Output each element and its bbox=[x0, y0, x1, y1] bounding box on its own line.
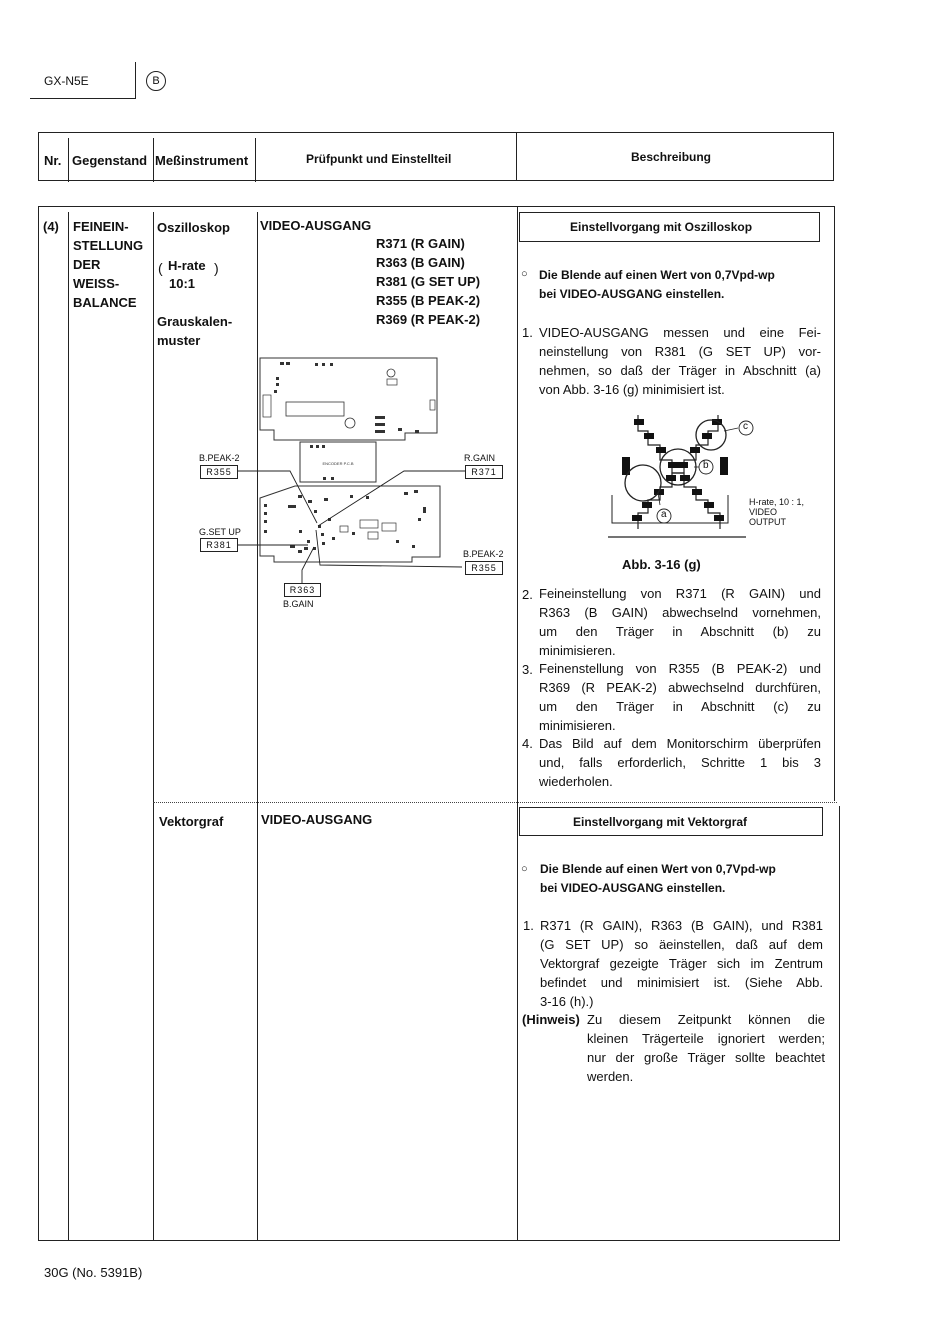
page-footer: 30G (No. 5391B) bbox=[44, 1265, 143, 1280]
point-r369: R369 (R PEAK-2) bbox=[376, 312, 481, 327]
board-tag-r355-bottom: R355 bbox=[465, 561, 503, 575]
board-label-bpeak2-bottom: B.PEAK-2 bbox=[463, 549, 504, 559]
board-label-gsetup: G.SET UP bbox=[199, 527, 241, 537]
point-title: VIDEO-AUSGANG bbox=[260, 218, 372, 233]
header-rule-h bbox=[30, 98, 136, 99]
step-3-text: Feinenstellung von R355 (B PEAK-2) und R369 (R PEAK-2) abwechselnd durchfüren, um den Träger in Abschnitt (c) zu minimisieren. bbox=[539, 661, 821, 733]
board-tag-r355-top: R355 bbox=[200, 465, 238, 479]
bullet-icon-2: ○ bbox=[521, 863, 528, 875]
paren-close: ) bbox=[214, 260, 219, 276]
pcb-diagram bbox=[190, 350, 515, 615]
figure-marker-b: b bbox=[703, 460, 709, 471]
row-number: (4) bbox=[43, 219, 59, 234]
instrument-oszilloskop: Oszilloskop bbox=[157, 220, 230, 235]
board-label-bgain: B.GAIN bbox=[283, 599, 314, 609]
bullet-icon-1: ○ bbox=[521, 268, 528, 280]
figure-marker-c: c bbox=[743, 421, 748, 432]
bullet-2-line-2: bei VIDEO-AUSGANG einstellen. bbox=[540, 881, 726, 895]
step-number-3: 3. bbox=[522, 662, 533, 677]
hrate-label: H-rate bbox=[168, 258, 206, 273]
point-r371: R371 (R GAIN) bbox=[376, 236, 465, 251]
figure-caption: Abb. 3-16 (g) bbox=[622, 557, 701, 572]
step2-1-text: R371 (R GAIN), R363 (B GAIN), und R381 (G SET UP) so äeinstellen, daß auf dem Vektorgraf gezeigte Träger sich im Zentrum befindet und minimisiert ist. (Siehe Abb. 3-16 (h).) bbox=[540, 918, 823, 1009]
model-label: GX-N5E bbox=[44, 74, 89, 88]
encoder-label: ENCODER P.C.B bbox=[322, 461, 354, 466]
point-title-2: VIDEO-AUSGANG bbox=[261, 812, 373, 827]
step-2-text: Feineinstellung von R371 (R GAIN) und R363 (B GAIN) abwechselnd vornehmen, um den Träger in Abschnitt (b) zu minimisieren. bbox=[539, 586, 821, 658]
pattern-line-2: muster bbox=[157, 333, 201, 348]
instrument-vektorgraf: Vektorgraf bbox=[159, 814, 224, 829]
figure-video-label: VIDEO bbox=[749, 507, 778, 517]
item-line-3: DER bbox=[73, 257, 101, 272]
col-gegenstand: Gegenstand bbox=[72, 153, 148, 168]
col-messinstrument: Meßinstrument bbox=[155, 153, 249, 168]
col-nr: Nr. bbox=[44, 153, 62, 168]
figure-hrate-label: H-rate, 10 : 1, bbox=[749, 497, 805, 507]
step2-number-1: 1. bbox=[523, 918, 534, 933]
version-badge: B bbox=[146, 71, 166, 91]
board-tag-r363: R363 bbox=[284, 583, 321, 597]
table-bottom bbox=[38, 1240, 840, 1241]
board-tag-r381: R381 bbox=[200, 538, 238, 552]
paren-open: ( bbox=[158, 260, 163, 276]
step-1-text: VIDEO-AUSGANG messen und eine Fei- neinstellung von R381 (G SET UP) vor- nehmen, so daß der Träger in Abschnitt (a) von Abb. 3-16 (g) minimisiert ist. bbox=[539, 325, 821, 397]
board-label-bpeak2-top: B.PEAK-2 bbox=[199, 453, 240, 463]
figure-output-label: OUTPUT bbox=[749, 517, 786, 527]
point-r355: R355 (B PEAK-2) bbox=[376, 293, 481, 308]
procedure-title-text-1: Einstellvorgang mit Oszilloskop bbox=[570, 220, 753, 234]
bullet-2-line-1: Die Blende auf einen Wert von 0,7Vpd-wp bbox=[540, 862, 776, 876]
note-text: Zu diesem Zeitpunkt können die kleinen Trägerteile ignoriert werden; nur der große Träger sollte beachtet werden. bbox=[587, 1012, 825, 1084]
point-r363: R363 (B GAIN) bbox=[376, 255, 465, 270]
note-label: (Hinweis) bbox=[522, 1012, 580, 1027]
pcb-module bbox=[286, 402, 344, 416]
step-number-1: 1. bbox=[522, 325, 533, 340]
bullet-1-line-1: Die Blende auf einen Wert von 0,7Vpd-wp bbox=[539, 268, 775, 282]
item-line-2: STELLUNG bbox=[73, 238, 144, 253]
col-pruefpunkt: Prüfpunkt und Einstellteil bbox=[306, 152, 452, 166]
header-rule-v bbox=[135, 62, 136, 99]
board-label-rgain: R.GAIN bbox=[464, 453, 496, 463]
procedure-title-text-2: Einstellvorgang mit Vektorgraf bbox=[573, 815, 748, 829]
bullet-1-line-2: bei VIDEO-AUSGANG einstellen. bbox=[539, 287, 725, 301]
board-tag-r371: R371 bbox=[465, 465, 503, 479]
step-4-text: Das Bild auf dem Monitorschirm überprüfen und, falls erforderlich, Schritte 1 bis 3 wiederholen. bbox=[539, 736, 821, 789]
figure-marker-a: a bbox=[661, 509, 667, 520]
item-line-5: BALANCE bbox=[73, 295, 137, 310]
item-line-1: FEINEIN- bbox=[73, 219, 129, 234]
section-divider bbox=[153, 802, 837, 803]
table-top bbox=[38, 206, 834, 207]
step-number-2: 2. bbox=[522, 587, 533, 602]
item-line-4: WEISS- bbox=[73, 276, 120, 291]
pattern-line-1: Grauskalen- bbox=[157, 314, 233, 329]
col-beschreibung: Beschreibung bbox=[631, 150, 712, 164]
step-number-4: 4. bbox=[522, 736, 533, 751]
hrate-value: 10:1 bbox=[169, 276, 196, 291]
point-r381: R381 (G SET UP) bbox=[376, 274, 481, 289]
